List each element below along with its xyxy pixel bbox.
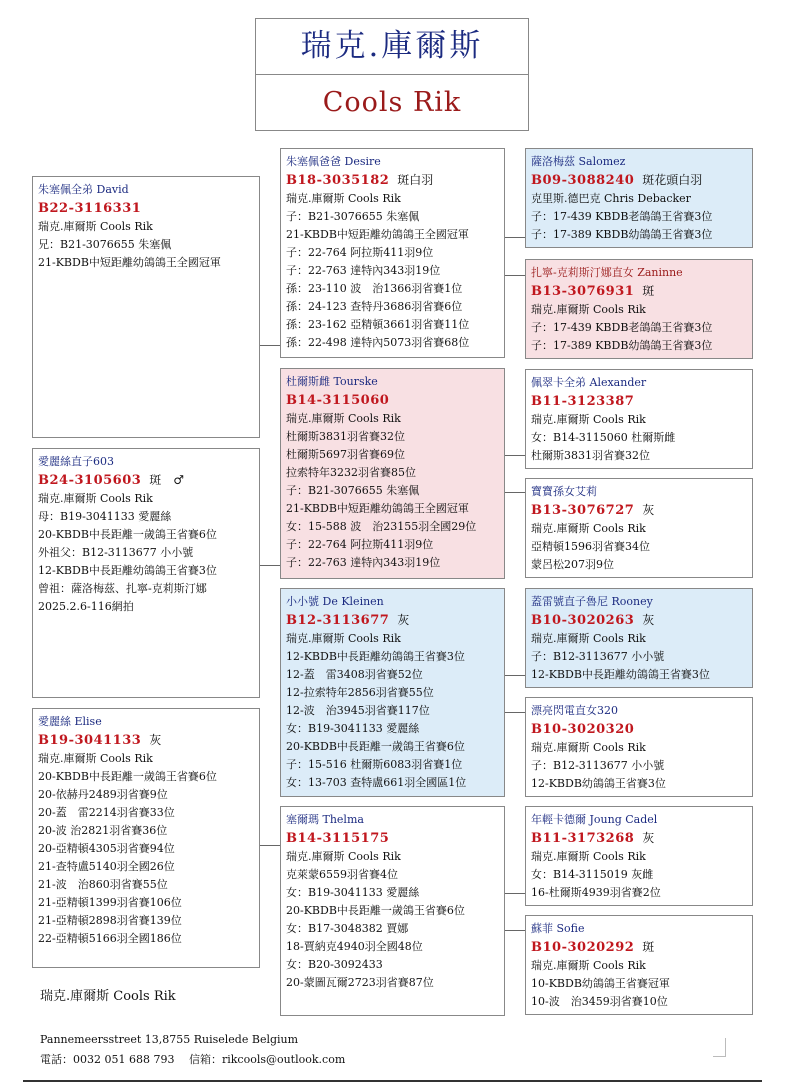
pedigree-card-dam <box>32 708 260 968</box>
connector <box>259 565 280 566</box>
detail-line: 女：B14-3115060 杜爾斯雌 <box>531 431 676 444</box>
detail-line: 20-KBDB中長距離一歲鴿王省賽6位 <box>38 770 217 783</box>
detail-line: 20-波 治2821羽省賽36位 <box>38 824 168 837</box>
connector <box>504 675 525 676</box>
detail-line: 孫：23-162 亞精頓3661羽省賽11位 <box>286 318 470 331</box>
pigeon-name: 蘇菲 Sofie <box>531 922 585 935</box>
detail-line: 克萊蒙6559羽省賽4位 <box>286 868 398 881</box>
ring-number: B19-3041133 灰 <box>38 733 162 748</box>
detail-line: 21-亞精頓1399羽省賽106位 <box>38 896 182 909</box>
detail-line: 杜爾斯3831羽省賽32位 <box>531 449 650 462</box>
detail-line: 女：B19-3041133 愛麗絲 <box>286 886 420 899</box>
pigeon-name: 蓋雷號直子魯尼 Rooney <box>531 595 653 608</box>
detail-line: 12-KBDB中長距離幼鴿鴿王省賽3位 <box>38 564 217 577</box>
detail-line: 瑞克.庫爾斯 Cools Rik <box>531 850 646 863</box>
connector <box>504 492 525 493</box>
pedigree-card-ggp-3 <box>525 369 753 469</box>
pedigree-card-ggp-7 <box>525 806 753 906</box>
ring-number: B13-3076727 灰 <box>531 503 655 518</box>
detail-line: 女：B14-3115019 灰雌 <box>531 868 654 881</box>
detail-line: 子：B12-3113677 小小號 <box>531 759 665 772</box>
detail-line: 克里斯.德巴克 Chris Debacker <box>531 192 691 205</box>
detail-line: 20-KBDB中長距離一歲鴿王省賽6位 <box>38 528 217 541</box>
detail-line: 瑞克.庫爾斯 Cools Rik <box>38 492 153 505</box>
detail-line: 孫：24-123 查特丹3686羽省賽6位 <box>286 300 463 313</box>
detail-line: 瑞克.庫爾斯 Cools Rik <box>531 741 646 754</box>
detail-line: 杜爾斯3831羽省賽32位 <box>286 430 405 443</box>
detail-line: 杜爾斯5697羽省賽69位 <box>286 448 405 461</box>
detail-line: 10-波 治3459羽省賽10位 <box>531 995 668 1008</box>
detail-line: 20-KBDB中長距離一歲鴿王省賽6位 <box>286 740 465 753</box>
ring-number: B14-3115060 <box>286 393 390 408</box>
pedigree-card-granddam <box>280 368 505 579</box>
detail-line: 兄：B21-3076655 朱塞佩 <box>38 238 172 251</box>
detail-line: 瑞克.庫爾斯 Cools Rik <box>286 850 401 863</box>
connector <box>504 930 525 931</box>
ring-number: B24-3105603 斑 ♂ <box>38 473 185 488</box>
pigeon-name: 朱塞佩爸爸 Desire <box>286 155 381 168</box>
detail-line: 12-波 治3945羽省賽117位 <box>286 704 430 717</box>
detail-line: 女：B20-3092433 <box>286 958 383 971</box>
detail-line: 2025.2.6-116網拍 <box>38 600 134 613</box>
detail-line: 母：B19-3041133 愛麗絲 <box>38 510 172 523</box>
detail-line: 10-KBDB幼鴿鴿王省賽冠軍 <box>531 977 670 990</box>
pigeon-name: 年輕卡德爾 Joung Cadel <box>531 813 658 826</box>
pigeon-name: 寶寶孫女艾莉 <box>531 485 597 498</box>
connector <box>504 275 525 276</box>
detail-line: 瑞克.庫爾斯 Cools Rik <box>38 752 153 765</box>
pedigree-card-grandsire <box>280 148 505 358</box>
detail-line: 18-賈納克4940羽全國48位 <box>286 940 423 953</box>
detail-line: 21-波 治860羽省賽55位 <box>38 878 168 891</box>
detail-line: 子：22-764 阿拉斯411羽9位 <box>286 538 434 551</box>
connector <box>504 893 525 894</box>
detail-line: 20-依赫丹2489羽省賽9位 <box>38 788 168 801</box>
detail-line: 瑞克.庫爾斯 Cools Rik <box>286 632 401 645</box>
ring-number: B11-3123387 <box>531 394 635 409</box>
connector <box>504 712 525 713</box>
ring-number: B18-3035182 斑白羽 <box>286 173 434 188</box>
detail-line: 16-杜爾斯4939羽省賽2位 <box>531 886 661 899</box>
ring-number: B10-3020292 斑 <box>531 940 655 955</box>
connector <box>259 345 280 346</box>
pigeon-name: 佩翠卡全弟 Alexander <box>531 376 647 389</box>
detail-line: 瑞克.庫爾斯 Cools Rik <box>286 192 401 205</box>
ring-number: B10-3020320 <box>531 722 635 737</box>
detail-line: 瑞克.庫爾斯 Cools Rik <box>531 959 646 972</box>
detail-line: 曾祖：薩洛梅茲、扎寧-克莉斯汀娜 <box>38 582 207 595</box>
ring-number: B22-3116331 <box>38 201 142 216</box>
detail-line: 拉索特年3232羽省賽85位 <box>286 466 416 479</box>
detail-line: 20-KBDB中長距離一歲鴿王省賽6位 <box>286 904 465 917</box>
pedigree-card-ggp-4 <box>525 478 753 578</box>
connector <box>259 845 280 846</box>
detail-line: 12-KBDB幼鴿鴿王省賽3位 <box>531 777 666 790</box>
pigeon-name: 愛麗絲直子603 <box>38 455 114 468</box>
pigeon-name: 杜爾斯雌 Tourske <box>286 375 378 388</box>
detail-line: 瑞克.庫爾斯 Cools Rik <box>38 220 153 233</box>
detail-line: 子：17-389 KBDB幼鴿鴿王省賽3位 <box>531 228 713 241</box>
ring-number: B13-3076931 斑 <box>531 284 655 299</box>
detail-line: 瑞克.庫爾斯 Cools Rik <box>286 412 401 425</box>
chinese-name-title: 瑞克.庫爾斯 <box>255 18 529 75</box>
pedigree-card-ggp-8 <box>525 915 753 1015</box>
detail-line: 女：15-588 波 治23155羽全國29位 <box>286 520 477 533</box>
detail-line: 瑞克.庫爾斯 Cools Rik <box>531 632 646 645</box>
pigeon-name: 扎寧-克莉斯汀娜直女 Zaninne <box>531 266 683 279</box>
corner-mark <box>713 1038 726 1057</box>
detail-line: 20-蓋 雷2214羽省賽33位 <box>38 806 175 819</box>
breeder-name: 瑞克.庫爾斯 Cools Rik <box>40 989 176 1004</box>
detail-line: 12-KBDB中長距離幼鴿鴿王省賽3位 <box>531 668 710 681</box>
detail-line: 12-蓋 雷3408羽省賽52位 <box>286 668 423 681</box>
pedigree-card-ggp-1 <box>525 148 753 248</box>
detail-line: 子：17-439 KBDB老鴿鴿王省賽3位 <box>531 321 713 334</box>
detail-line: 子：15-516 杜爾斯6083羽省賽1位 <box>286 758 463 771</box>
contact-info: 電話：0032 051 688 793 信箱：rikcools@outlook.com <box>40 1053 346 1066</box>
ring-number: B11-3173268 灰 <box>531 831 655 846</box>
detail-line: 亞精頓1596羽省賽34位 <box>531 540 650 553</box>
detail-line: 子：22-764 阿拉斯411羽9位 <box>286 246 434 259</box>
detail-line: 子：22-763 達特內343羽19位 <box>286 556 441 569</box>
pigeon-name: 塞爾瑪 Thelma <box>286 813 364 826</box>
detail-line: 21-亞精頓2898羽省賽139位 <box>38 914 182 927</box>
latin-name-title: Cools Rik <box>255 74 529 131</box>
detail-line: 外祖父：B12-3113677 小小號 <box>38 546 194 559</box>
pedigree-card-ggp-5 <box>525 588 753 688</box>
detail-line: 子：B21-3076655 朱塞佩 <box>286 484 420 497</box>
connector <box>504 455 525 456</box>
connector <box>504 237 525 238</box>
detail-line: 12-KBDB中長距離幼鴿鴿王省賽3位 <box>286 650 465 663</box>
detail-line: 21-查特盧5140羽全國26位 <box>38 860 175 873</box>
detail-line: 21-KBDB中短距離幼鴿鴿王全國冠軍 <box>38 256 221 269</box>
detail-line: 孫：23-110 波 治1366羽省賽1位 <box>286 282 463 295</box>
detail-line: 女：B17-3048382 賈娜 <box>286 922 409 935</box>
detail-line: 21-KBDB中短距離幼鴿鴿王全國冠軍 <box>286 228 469 241</box>
ring-number: B14-3115175 <box>286 831 390 846</box>
detail-line: 子：17-389 KBDB幼鴿鴿王省賽3位 <box>531 339 713 352</box>
detail-line: 孫：22-498 達特內5073羽省賽68位 <box>286 336 470 349</box>
pigeon-name: 小小號 De Kleinen <box>286 595 384 608</box>
pedigree-card-sibling <box>32 176 260 438</box>
detail-line: 22-亞精頓5166羽全國186位 <box>38 932 182 945</box>
detail-line: 瑞克.庫爾斯 Cools Rik <box>531 522 646 535</box>
pedigree-card-subject <box>32 448 260 698</box>
detail-line: 瑞克.庫爾斯 Cools Rik <box>531 303 646 316</box>
pedigree-card-ggp-6 <box>525 697 753 797</box>
ring-number: B09-3088240 斑花頭白羽 <box>531 173 703 188</box>
detail-line: 20-蒙圖瓦爾2723羽省賽87位 <box>286 976 434 989</box>
detail-line: 21-KBDB中短距離幼鴿鴿王全國冠軍 <box>286 502 469 515</box>
detail-line: 子：B12-3113677 小小號 <box>531 650 665 663</box>
detail-line: 女：13-703 查特盧661羽全國區1位 <box>286 776 467 789</box>
detail-line: 瑞克.庫爾斯 Cools Rik <box>531 413 646 426</box>
pigeon-name: 薩洛梅茲 Salomez <box>531 155 626 168</box>
footer-divider <box>23 1080 762 1082</box>
pigeon-name: 愛麗絲 Elise <box>38 715 102 728</box>
pigeon-name: 漂亮閃電直女320 <box>531 704 618 717</box>
detail-line: 12-拉索特年2856羽省賽55位 <box>286 686 434 699</box>
detail-line: 子：B21-3076655 朱塞佩 <box>286 210 420 223</box>
ring-number: B10-3020263 灰 <box>531 613 655 628</box>
detail-line: 子：17-439 KBDB老鴿鴿王省賽3位 <box>531 210 713 223</box>
pedigree-card-grandsire-dam <box>280 588 505 797</box>
detail-line: 女：B19-3041133 愛麗絲 <box>286 722 420 735</box>
ring-number: B12-3113677 灰 <box>286 613 410 628</box>
detail-line: 蒙呂松207羽9位 <box>531 558 614 571</box>
pedigree-card-granddam-dam <box>280 806 505 1016</box>
detail-line: 子：22-763 達特內343羽19位 <box>286 264 441 277</box>
address: Pannemeersstreet 13,8755 Ruiselede Belgium <box>40 1033 299 1046</box>
detail-line: 20-亞精頓4305羽省賽94位 <box>38 842 175 855</box>
pigeon-name: 朱塞佩全弟 David <box>38 183 129 196</box>
pedigree-card-ggp-2 <box>525 259 753 359</box>
